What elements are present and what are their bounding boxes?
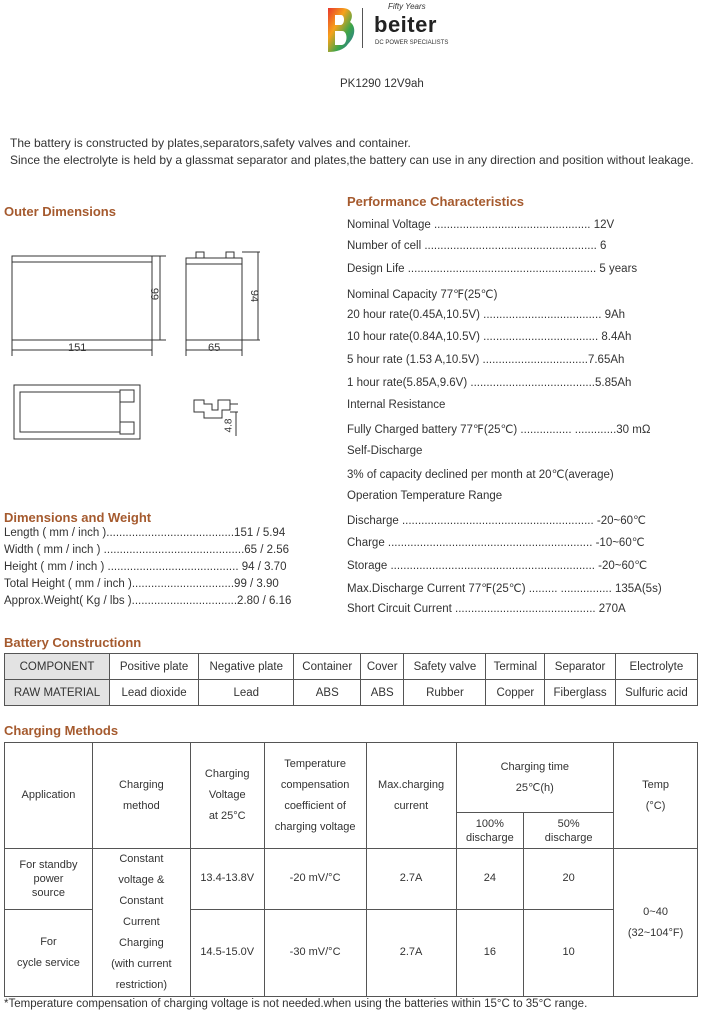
outer-height-label: 99: [148, 287, 161, 301]
header-method-line: Charging: [119, 778, 164, 791]
construction-table: [4, 653, 698, 706]
logo-subtitle: DC POWER SPECIALISTS: [375, 40, 449, 46]
cell-method-line: (with current: [111, 958, 172, 970]
cell-temp-line: (32~104°F): [627, 926, 684, 939]
dimension-row: Width ( mm / inch ) ............................................65 / 2.56: [4, 544, 290, 556]
cell-application-line: source: [31, 886, 65, 899]
header-full-line: 100%: [475, 817, 504, 830]
cell-application-line: cycle service: [16, 956, 80, 969]
performance-row: Storage ................................................................ -20~60℃: [347, 560, 648, 572]
cell-method-line: Constant: [119, 895, 164, 907]
cell-tempcomp: -30 mV/°C: [264, 909, 366, 996]
performance-row: Discharge ............................................................ -20~60℃: [347, 515, 646, 527]
construction-cell: Cover: [361, 654, 404, 680]
header-maxcurrent-line: current: [393, 799, 429, 812]
header-tempcomp-line: compensation: [280, 778, 350, 791]
construction-cell: Rubber: [404, 680, 486, 706]
construction-cell: Negative plate: [199, 654, 294, 680]
cell-method-line: Current: [123, 916, 160, 928]
construction-header-row: [5, 654, 698, 680]
performance-row: Internal Resistance: [347, 399, 446, 411]
cell-tempcomp: -20 mV/°C: [264, 849, 366, 910]
header-tempcomp-line: coefficient of: [284, 799, 346, 812]
header-full-line: discharge: [466, 831, 514, 844]
charging-table: [4, 742, 698, 997]
header-voltage-line: at 25°C: [208, 810, 246, 822]
header-method-line: method: [123, 799, 160, 812]
performance-row: Operation Temperature Range: [347, 490, 503, 502]
construction-title: Battery Constructionn: [4, 635, 142, 650]
header-half-line: 50%: [557, 817, 580, 830]
cell-half: 20: [524, 849, 614, 910]
dimension-row: Height ( mm / inch ) ......................................... 94 / 3.70: [4, 561, 287, 573]
performance-row: Max.Discharge Current 77℉(25℃) ......... ................ 135A(5s): [347, 583, 662, 595]
header-maxcurrent-line: Max.charging: [378, 778, 445, 791]
logo-brand: beiter: [374, 12, 437, 37]
charging-row-standby: [5, 849, 698, 910]
header-time-line: Charging time: [500, 760, 570, 773]
header-method: [92, 743, 190, 849]
header-tempcomp-line: Temperature: [284, 757, 346, 770]
header-temp-line: (°C): [645, 799, 666, 812]
construction-cell: Safety valve: [404, 654, 486, 680]
performance-row: 1 hour rate(5.85A,9.6V) .......................................5.85Ah: [347, 377, 632, 389]
charging-title: Charging Methods: [4, 723, 119, 738]
header-maxcurrent: [366, 743, 456, 849]
front-view: [12, 256, 152, 340]
performance-row: Fully Charged battery 77℉(25℃) ................ .............30 mΩ: [347, 424, 651, 436]
construction-cell: Lead: [199, 680, 294, 706]
dimensions-title: Dimensions and Weight: [4, 510, 152, 525]
dimension-row: Length ( mm / inch )........................................151 / 5.94: [4, 527, 286, 539]
logo-tagline: Fifty Years: [388, 2, 426, 11]
cell-method-line: voltage &: [118, 874, 165, 886]
performance-title: Performance Characteristics: [347, 194, 525, 209]
header-time-line: 25℃(h): [515, 781, 554, 794]
header-voltage: [190, 743, 264, 849]
intro-line-1: The battery is constructed by plates,separators,safety valves and container.: [10, 136, 411, 150]
performance-row: 20 hour rate(0.45A,10.5V) ..................................... 9Ah: [347, 309, 626, 321]
cell-application-line: For standby: [19, 858, 78, 871]
construction-cell: COMPONENT: [5, 654, 110, 680]
footnote: *Temperature compensation of charging voltage is not needed.when using the batteries within 15°C to 35°C range.: [4, 998, 588, 1010]
logo: [326, 2, 456, 54]
top-view: [14, 385, 140, 439]
cell-current: 2.7A: [366, 909, 456, 996]
side-view: [186, 258, 242, 340]
construction-cell: ABS: [294, 680, 361, 706]
performance-row: Short Circuit Current ............................................ 270A: [347, 603, 626, 615]
header-voltage-line: Voltage: [208, 789, 246, 801]
cell-half: 10: [524, 909, 614, 996]
performance-row: Nominal Voltage ................................................. 12V: [347, 219, 615, 231]
header-half-discharge: [524, 813, 614, 849]
cell-voltage: 14.5-15.0V: [190, 909, 264, 996]
construction-cell: Fiberglass: [545, 680, 615, 706]
header-full-discharge: [456, 813, 524, 849]
logo-mark-icon: [326, 6, 356, 54]
construction-cell: ABS: [361, 680, 404, 706]
construction-cell: Positive plate: [110, 654, 199, 680]
header-voltage-line: Charging: [204, 768, 250, 780]
performance-row: Self-Discharge: [347, 445, 423, 457]
construction-cell: Electrolyte: [615, 654, 697, 680]
construction-cell: Copper: [486, 680, 545, 706]
header-charging-time: [456, 743, 614, 813]
cell-full: 16: [456, 909, 524, 996]
cell-application-line: power: [33, 872, 64, 885]
dimension-row: Approx.Weight( Kg / lbs ).................................2.80 / 6.16: [4, 595, 292, 607]
performance-row: 10 hour rate(0.84A,10.5V) .................................... 8.4Ah: [347, 331, 632, 343]
outer-dimensions-title: Outer Dimensions: [4, 204, 116, 219]
cell-temp-range: [614, 849, 698, 997]
performance-row: Number of cell ...................................................... 6: [347, 240, 607, 252]
cell-full: 24: [456, 849, 524, 910]
outer-total-height-label: 94: [248, 289, 261, 303]
cell-voltage: 13.4-13.8V: [190, 849, 264, 910]
header-temp-line: Temp: [642, 778, 669, 791]
header-half-line: discharge: [544, 831, 593, 844]
outer-dimensions-drawing: [0, 240, 260, 450]
cell-application: [5, 909, 93, 996]
cell-temp-line: 0~40: [643, 905, 668, 918]
construction-cell: RAW MATERIAL: [5, 680, 110, 706]
performance-row: 5 hour rate (1.53 A,10.5V) .................................7.65Ah: [347, 354, 625, 366]
dimension-row: Total Height ( mm / inch )................................99 / 3.90: [4, 578, 279, 590]
cell-application-line: For: [40, 935, 57, 948]
intro-line-2: Since the electrolyte is held by a glassmat separator and plates,the battery can use in any direction and position without leakage.: [10, 153, 694, 167]
construction-cell: Terminal: [486, 654, 545, 680]
header-tempcomp: [264, 743, 366, 849]
cell-method-line: Constant: [119, 853, 164, 865]
outer-length-label: 151: [68, 342, 87, 354]
outer-width-label: 65: [208, 342, 221, 354]
performance-row: Nominal Capacity 77℉(25℃): [347, 289, 498, 301]
header-application: Application: [5, 743, 93, 849]
outer-terminal-label: 4.8: [223, 418, 235, 433]
cell-method-line: restriction): [115, 979, 168, 991]
construction-cell: Sulfuric acid: [615, 680, 697, 706]
model-title: PK1290 12V9ah: [340, 78, 424, 90]
performance-row: Charge ................................................................ -10~60℃: [347, 537, 645, 549]
cell-current: 2.7A: [366, 849, 456, 910]
construction-cell: Container: [294, 654, 361, 680]
cell-application: [5, 849, 93, 910]
cell-method-line: Charging: [119, 937, 164, 949]
header-temp: [614, 743, 698, 849]
construction-value-row: [5, 680, 698, 706]
construction-cell: Separator: [545, 654, 615, 680]
cell-method: [92, 849, 190, 997]
construction-cell: Lead dioxide: [110, 680, 199, 706]
performance-row: Design Life ........................................................... 5 years: [347, 263, 638, 275]
header-tempcomp-line: charging voltage: [274, 820, 356, 833]
performance-row: 3% of capacity declined per month at 20℃(average): [347, 469, 614, 481]
